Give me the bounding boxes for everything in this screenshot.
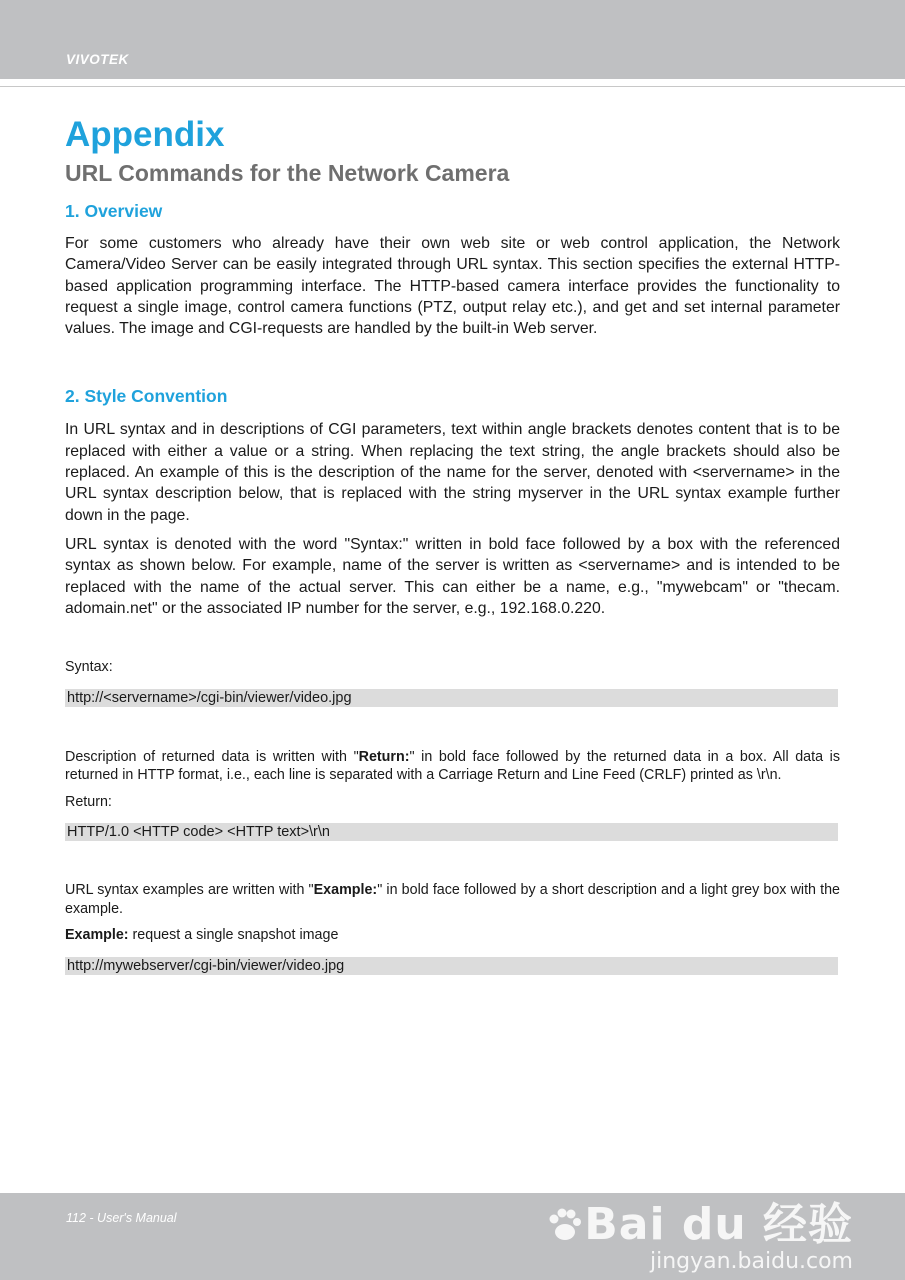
overview-heading: 1. Overview xyxy=(65,201,163,221)
example-bold-word: Example: xyxy=(313,882,378,899)
syntax-code-box: http://<servername>/cgi-bin/viewer/video.jpg xyxy=(65,689,838,707)
baidu-watermark xyxy=(544,1201,853,1275)
overview-paragraph: For some customers who already have their own web site or web control application, the Network Camera/Video Server can be easily integrated through URL syntax. This section specifies the external HTTP-based application programming interface. The HTTP-based camera interface provides the functionality to request a single image, control camera functions (PTZ, output relay etc.), and get and set internal parameter values. The image and CGI-requests are handled by the built-in Web server. xyxy=(65,235,840,338)
style-paragraph-2: URL syntax is denoted with the word "Syntax:" written in bold face followed by a box with the referenced syntax as shown below. For example, name of the server is written as <servername> and is intended to be replaced with the name of the actual server. This can either be a name, e.g., "mywebcam" or "thecam. adomain.net" or the associated IP number for the server, e.g., 192.168.0.220. xyxy=(65,535,840,617)
paw-icon xyxy=(544,1205,584,1245)
page-number: 112 - User's Manual xyxy=(66,1211,177,1225)
example-label: Example: request a single snapshot image xyxy=(65,927,339,944)
example-label-bold: Example: xyxy=(65,927,129,944)
style-paragraph-1: In URL syntax and in descriptions of CGI parameters, text within angle brackets denotes content that is to be replaced with either a value or a string. When replacing the text string, the angle brackets should also be replaced. An example of this is the description of the name for the server, denoted with <servername> in the URL syntax description below, that is replaced with the string myserver in the URL syntax example further down in the page. xyxy=(65,421,840,524)
brand-logo: VIVOTEK xyxy=(66,52,129,67)
return-code-box: HTTP/1.0 <HTTP code> <HTTP text>\r\n xyxy=(65,823,838,841)
watermark-url: jingyan.baidu.com xyxy=(649,1249,853,1274)
header-divider xyxy=(0,86,905,87)
return-bold-word: Return: xyxy=(358,748,410,765)
page-header xyxy=(0,0,905,79)
page-title: Appendix xyxy=(65,115,225,154)
return-label: Return: xyxy=(65,793,112,810)
watermark-logo: Bai du 经验 xyxy=(544,1201,853,1249)
style-heading: 2. Style Convention xyxy=(65,386,228,407)
example-code-box: http://mywebserver/cgi-bin/viewer/video.jpg xyxy=(65,957,838,975)
page-content xyxy=(65,112,840,975)
return-description: Description of returned data is written with "Return:" in bold face followed by the returned data in a box. All data is returned in HTTP format, i.e., each line is separated with a Carriage Return and Line Feed (CRLF) printed as \r\n. xyxy=(65,748,840,784)
example-description: URL syntax examples are written with "Example:" in bold face followed by a short description and a light grey box with the example. xyxy=(65,882,840,917)
page-subtitle: URL Commands for the Network Camera xyxy=(65,160,510,186)
syntax-label: Syntax: xyxy=(65,659,113,676)
page-footer xyxy=(0,1193,905,1280)
